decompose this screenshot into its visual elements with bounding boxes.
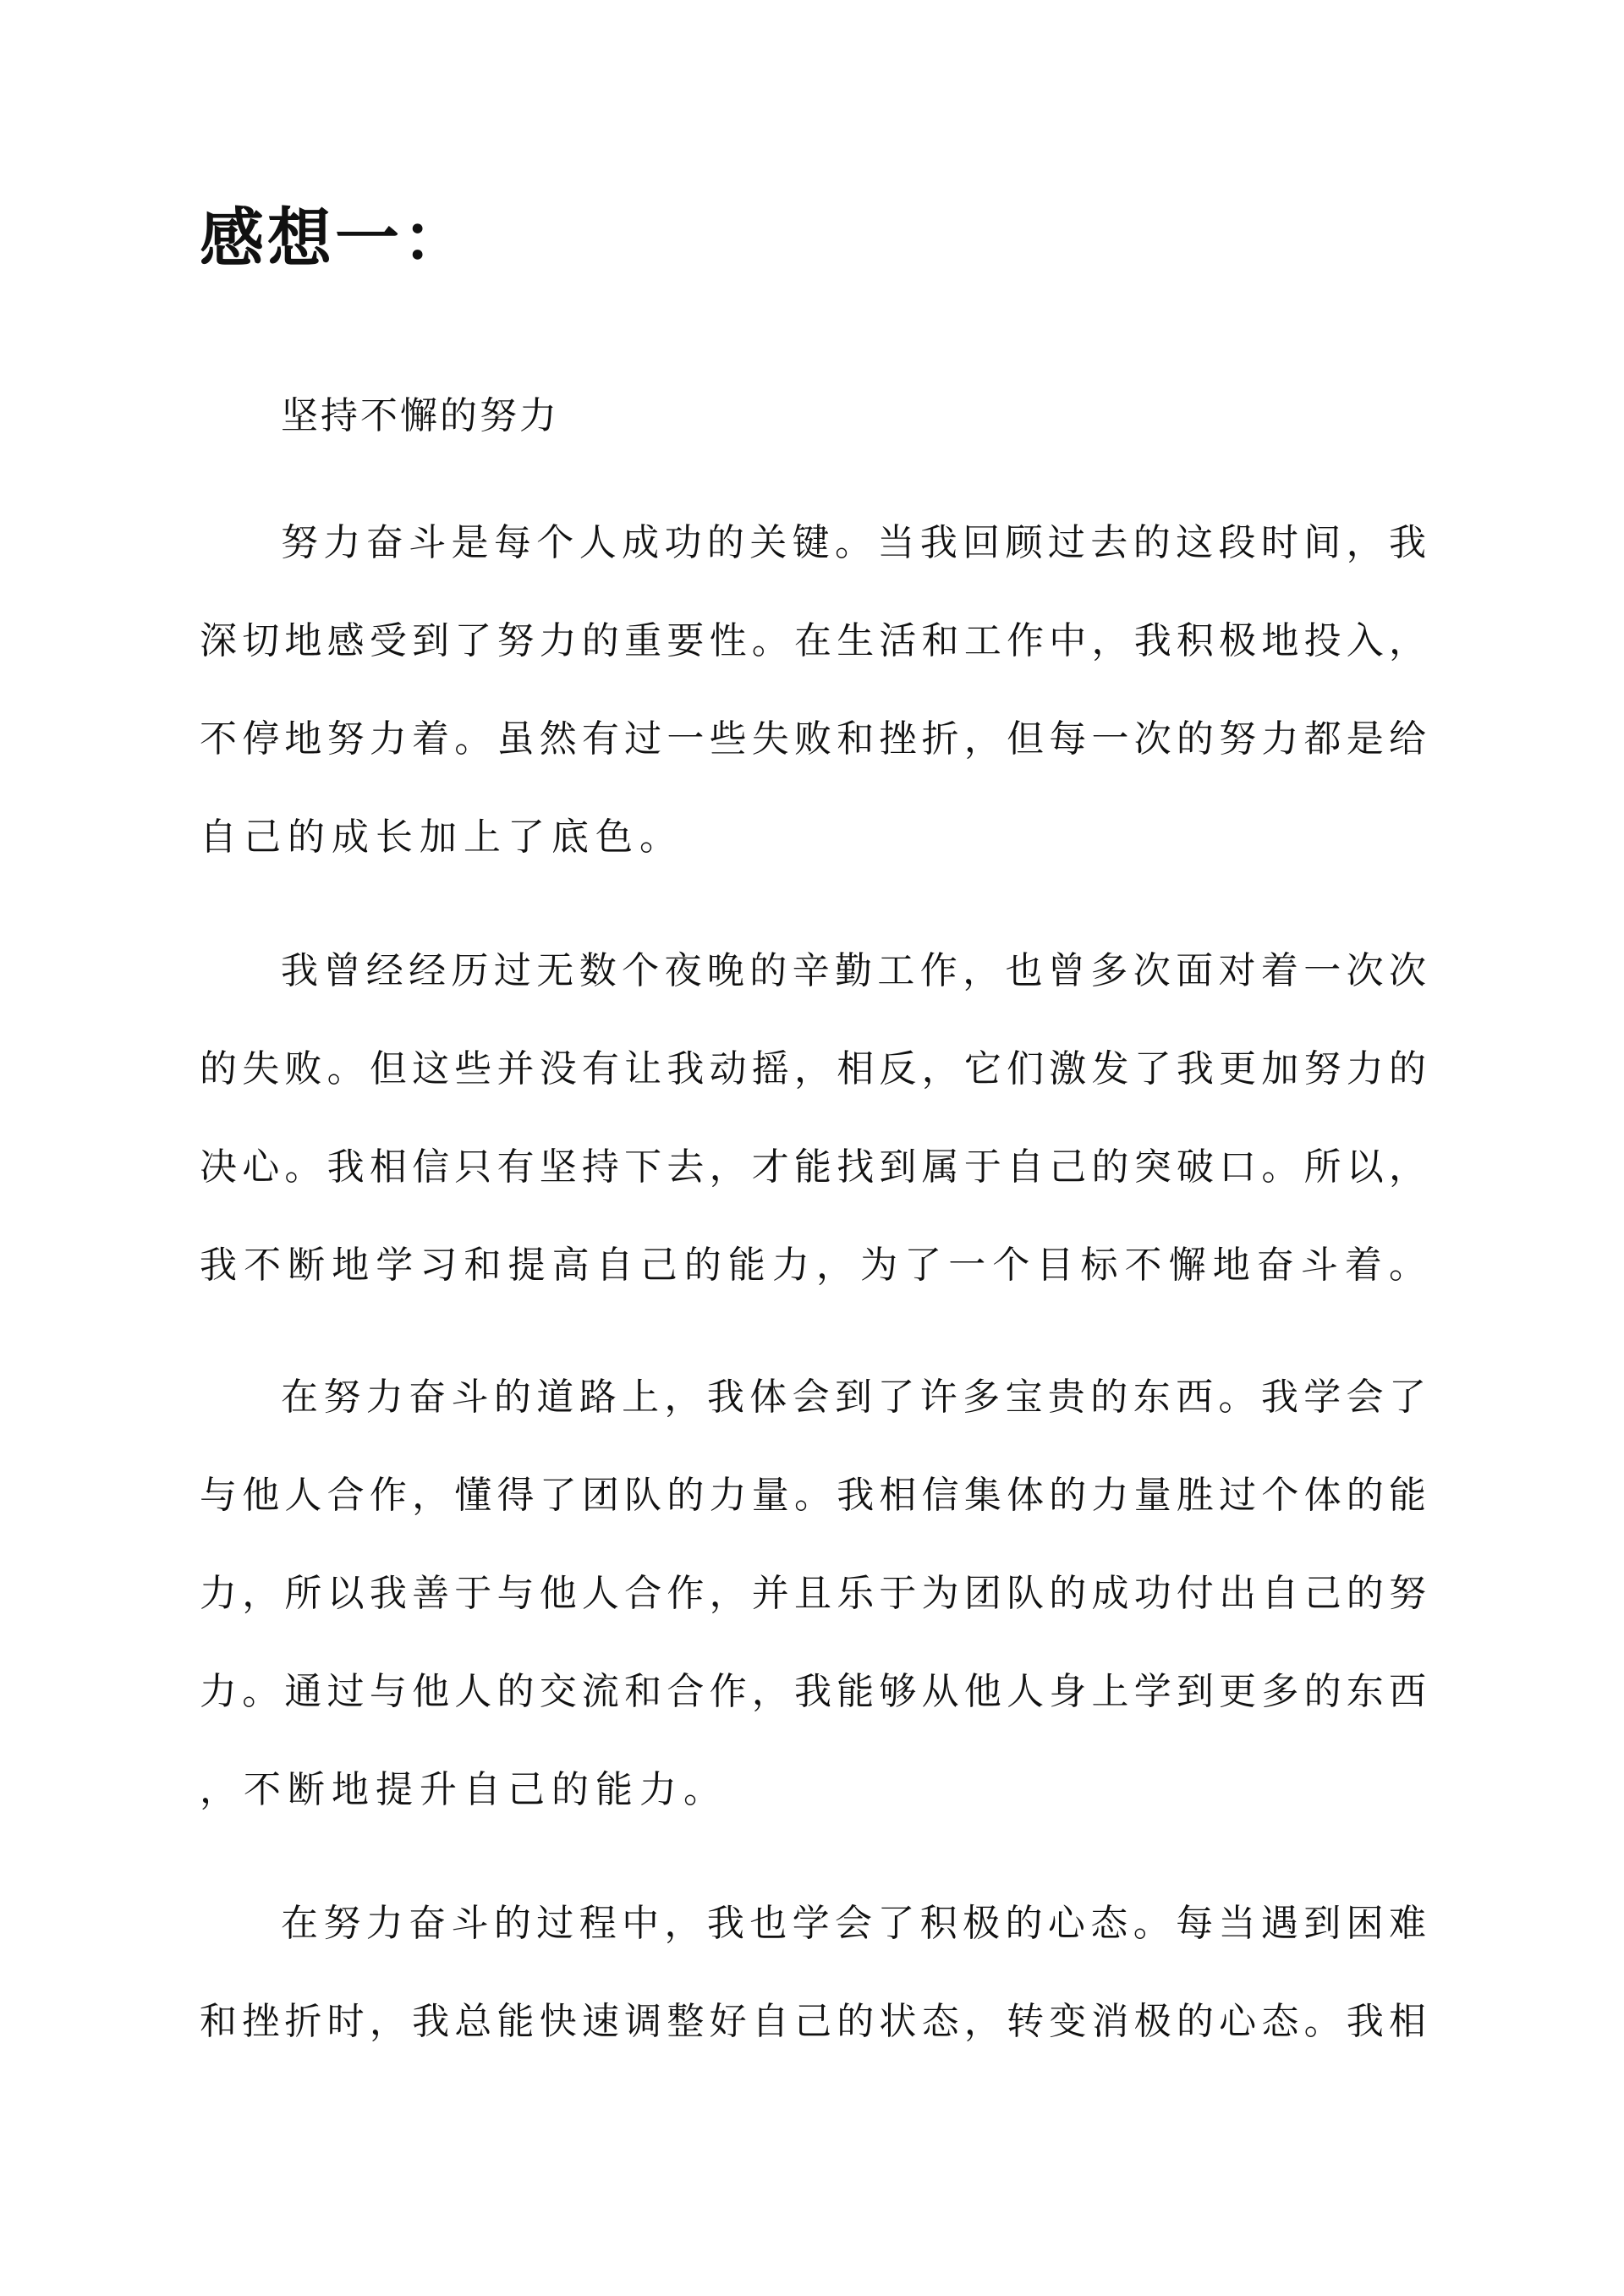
paragraph-line: 我不断地学习和提高自己的能力，为了一个目标不懈地奋斗着。 (200, 1244, 1426, 1287)
paragraph-line: 我曾经经历过无数个夜晚的辛勤工作，也曾多次面对着一次次 (281, 949, 1426, 992)
paragraph-line: 的失败。但这些并没有让我动摇，相反，它们激发了我更加努力的 (200, 1047, 1426, 1090)
paragraph-line: 自己的成长加上了底色。 (200, 816, 683, 859)
document-subtitle: 坚持不懈的努力 (281, 394, 559, 437)
paragraph-line: 和挫折时，我总能快速调整好自己的状态，转变消极的心态。我相 (200, 2000, 1426, 2043)
paragraph-line: 与他人合作，懂得了团队的力量。我相信集体的力量胜过个体的能 (200, 1474, 1426, 1517)
paragraph-line: 深切地感受到了努力的重要性。在生活和工作中，我积极地投入， (200, 619, 1426, 662)
paragraph-line: 在努力奋斗的道路上，我体会到了许多宝贵的东西。我学会了 (281, 1376, 1426, 1419)
paragraph-line: 决心。我相信只有坚持下去，才能找到属于自己的突破口。所以， (200, 1145, 1426, 1189)
paragraph-line: 在努力奋斗的过程中，我也学会了积极的心态。每当遇到困难 (281, 1902, 1426, 1945)
paragraph-line: 努力奋斗是每个人成功的关键。当我回顾过去的这段时间，我 (281, 521, 1426, 564)
paragraph-line: 不停地努力着。虽然有过一些失败和挫折，但每一次的努力都是给 (200, 717, 1426, 761)
paragraph-line: 力。通过与他人的交流和合作，我能够从他人身上学到更多的东西 (200, 1670, 1426, 1713)
document-title: 感想一： (200, 200, 470, 276)
paragraph-line: ，不断地提升自己的能力。 (200, 1768, 727, 1811)
paragraph-line: 力，所以我善于与他人合作，并且乐于为团队的成功付出自己的努 (200, 1572, 1426, 1615)
